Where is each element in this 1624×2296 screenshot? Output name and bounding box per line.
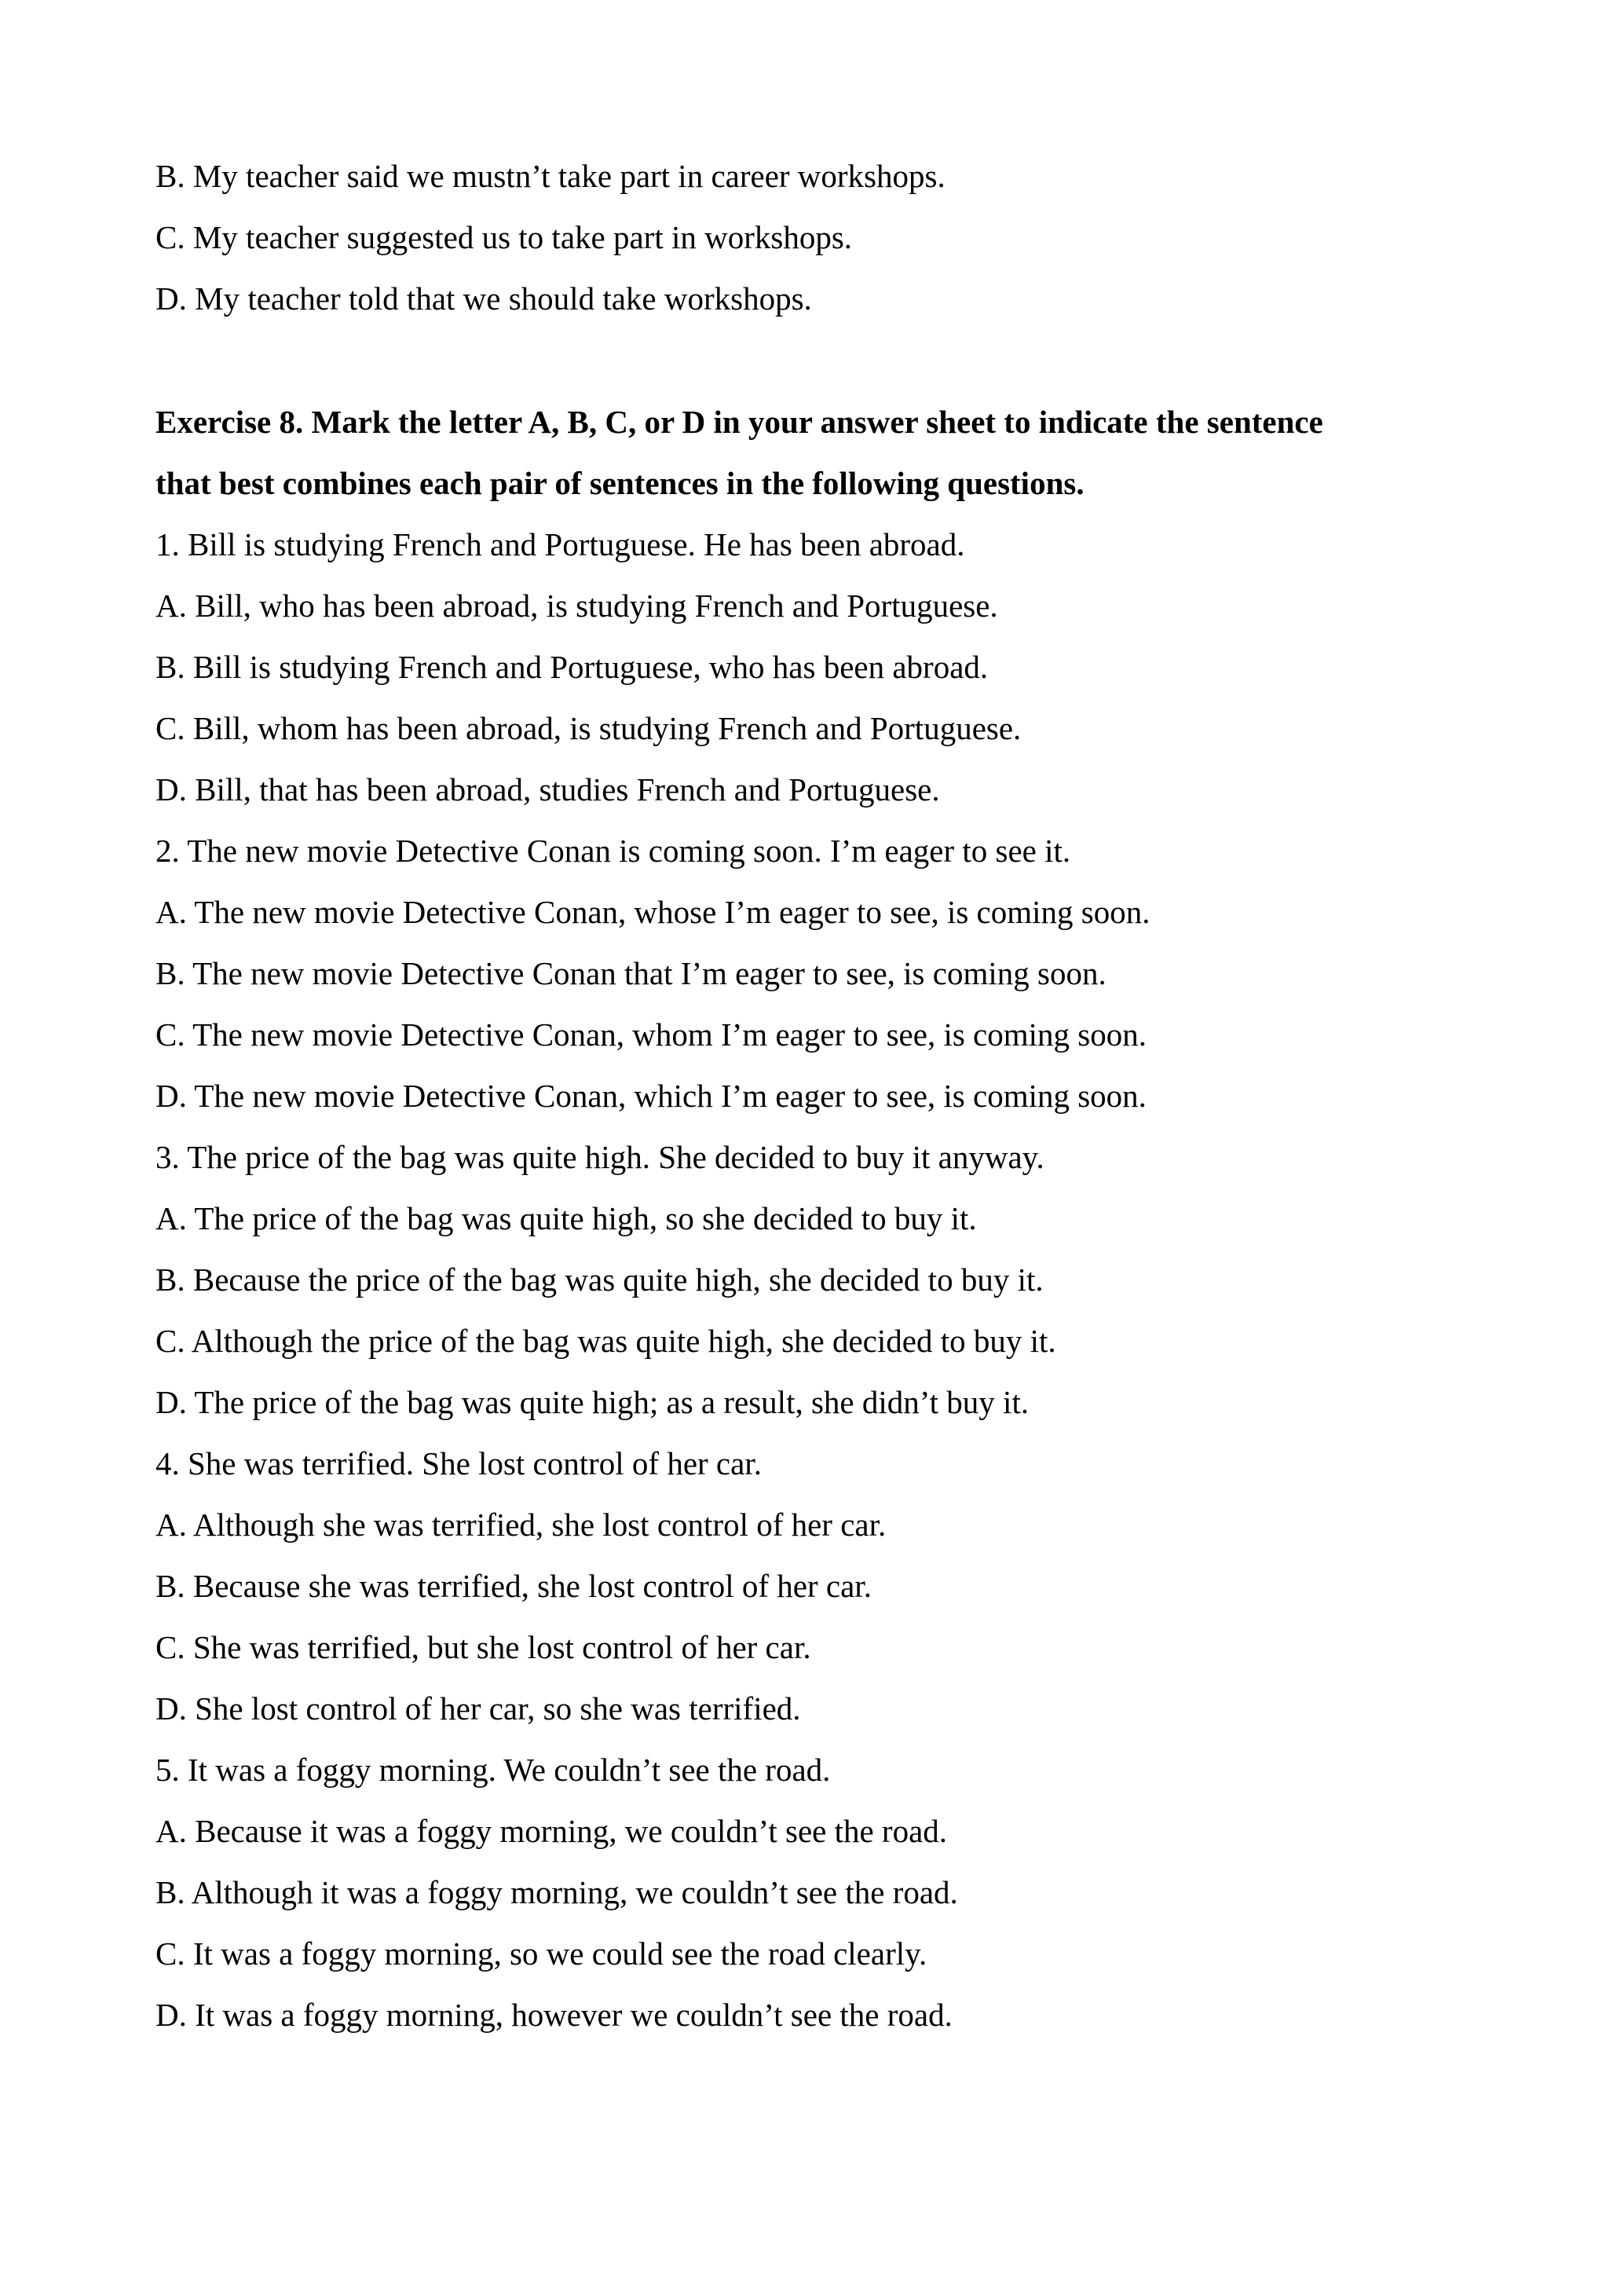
question-2-option-c: C. The new movie Detective Conan, whom I’m eager to see, is coming soon. [155, 1016, 1147, 1053]
question-3-stem: 3. The price of the bag was quite high. She decided to buy it anyway. [155, 1139, 1044, 1175]
question-2-option-a: A. The new movie Detective Conan, whose I’m eager to see, is coming soon. [155, 894, 1150, 930]
question-2-option-b: B. The new movie Detective Conan that I’m eager to see, is coming soon. [155, 955, 1106, 991]
prev-option-b: B. My teacher said we mustn’t take part in career workshops. [155, 158, 946, 194]
prev-option-c: C. My teacher suggested us to take part in workshops. [155, 219, 853, 255]
question-5-option-b: B. Although it was a foggy morning, we couldn’t see the road. [155, 1874, 958, 1910]
question-1-option-d: D. Bill, that has been abroad, studies French and Portuguese. [155, 771, 940, 807]
question-3-option-c: C. Although the price of the bag was quite high, she decided to buy it. [155, 1323, 1056, 1359]
exercise-heading-line1: Exercise 8. Mark the letter A, B, C, or D in your answer sheet to indicate the sentence [155, 404, 1323, 440]
question-4-option-d: D. She lost control of her car, so she was terrified. [155, 1690, 801, 1727]
question-3-option-d: D. The price of the bag was quite high; as a result, she didn’t buy it. [155, 1384, 1030, 1420]
question-4-option-a: A. Although she was terrified, she lost control of her car. [155, 1507, 887, 1543]
question-3-option-b: B. Because the price of the bag was quite high, she decided to buy it. [155, 1262, 1044, 1298]
question-1-option-c: C. Bill, whom has been abroad, is studying French and Portuguese. [155, 710, 1022, 746]
exercise-heading-line2: that best combines each pair of sentences in the following questions. [155, 465, 1084, 501]
question-5-option-a: A. Because it was a foggy morning, we couldn’t see the road. [155, 1813, 948, 1849]
prev-option-d: D. My teacher told that we should take workshops. [155, 280, 812, 317]
question-5-option-d: D. It was a foggy morning, however we couldn’t see the road. [155, 1997, 953, 2033]
question-5-stem: 5. It was a foggy morning. We couldn’t see the road. [155, 1752, 831, 1788]
question-1-option-b: B. Bill is studying French and Portuguese, who has been abroad. [155, 649, 989, 685]
question-2-option-d: D. The new movie Detective Conan, which I’m eager to see, is coming soon. [155, 1078, 1147, 1114]
question-5-option-c: C. It was a foggy morning, so we could see the road clearly. [155, 1935, 927, 1972]
question-1-stem: 1. Bill is studying French and Portuguese. He has been abroad. [155, 526, 965, 562]
question-3-option-a: A. The price of the bag was quite high, so she decided to buy it. [155, 1200, 977, 1236]
question-4-option-c: C. She was terrified, but she lost control of her car. [155, 1629, 811, 1665]
question-4-stem: 4. She was terrified. She lost control of her car. [155, 1445, 762, 1481]
question-4-option-b: B. Because she was terrified, she lost control of her car. [155, 1568, 872, 1604]
question-2-stem: 2. The new movie Detective Conan is coming soon. I’m eager to see it. [155, 833, 1071, 869]
question-1-option-a: A. Bill, who has been abroad, is studying French and Portuguese. [155, 588, 998, 624]
